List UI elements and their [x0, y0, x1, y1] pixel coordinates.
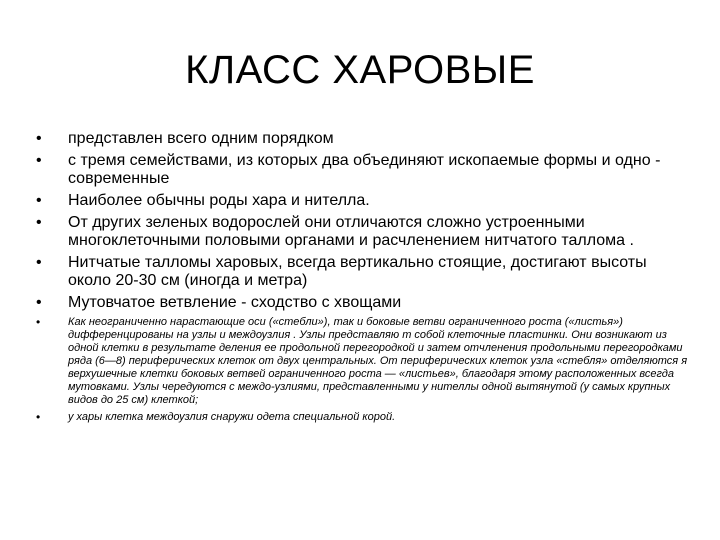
- bullet-item: [36, 130, 692, 148]
- bullet-item-detail: [36, 316, 692, 407]
- slide-title: КЛАСС ХАРОВЫЕ: [185, 48, 535, 92]
- bullet-text: Как неограниченно нарастающие оси («стебли»), так и боковые ветви ограниченного роста («листья») дифференцированы на узлы и междоузлия . Узлы представляю т собой клеточные пластинки. Они возникают из одной клетки в результате деления ее продольной перегородкой и затем отчленения продольными перегородками ряда (6—8) периферических клеток от двух центральных. От периферических клеток узла «стебля» отделяются я верхушечные клетки боковых ветвей ограниченного роста — «листьев», благодаря этому расположенных всегда мутовками. Узлы чередуются с междо-узлиями, представленными у нителлы одной вытянутой (у самых крупных видов до 25 см) клеткой;: [68, 316, 688, 406]
- bullet-marker: •: [36, 294, 42, 311]
- bullet-text: Наиболее обычны роды хара и нителла.: [68, 192, 370, 209]
- bullet-item: [36, 192, 692, 210]
- bullet-text: представлен всего одним порядком: [68, 130, 334, 147]
- bullet-text: От других зеленых водорослей они отличаются сложно устроенными многоклеточными половыми органами и расчленением нитчатого талломa .: [68, 214, 634, 249]
- bullet-item: [36, 152, 692, 188]
- bullet-text: с тремя семействами, из которых два объединяют ископаемые формы и одно - современные: [68, 152, 661, 187]
- bullet-marker: •: [36, 192, 42, 209]
- bullet-item: [36, 254, 692, 290]
- bullet-text: Нитчатые талломы харовых, всегда вертикально стоящие, достигают высоты около 20-30 см (иногда и метра): [68, 254, 647, 289]
- bullet-item: [36, 294, 692, 312]
- bullet-marker: •: [36, 254, 42, 271]
- bullet-item: [36, 214, 692, 250]
- bullet-marker: •: [36, 410, 41, 424]
- bullet-text: у хары клетка междоузлия снаружи одета специальной корой.: [68, 411, 396, 423]
- bullet-marker: •: [36, 214, 42, 231]
- bullet-marker: •: [36, 315, 41, 329]
- bullet-marker: •: [36, 130, 42, 147]
- bullet-marker: •: [36, 152, 42, 169]
- bullet-item-detail: [36, 411, 692, 424]
- bullet-text: Мутовчатое ветвление - сходство с хвощами: [68, 294, 402, 311]
- bullet-list: [36, 130, 692, 428]
